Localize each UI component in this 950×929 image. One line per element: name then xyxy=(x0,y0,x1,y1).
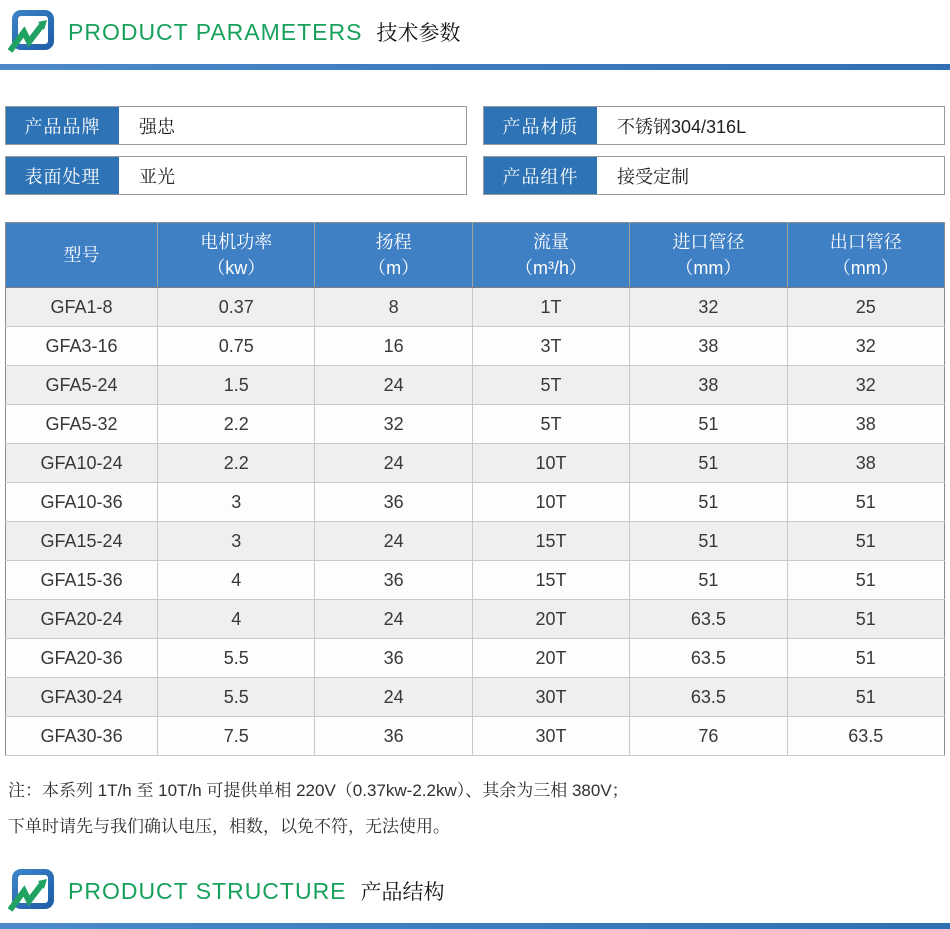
model-cell: GFA5-24 xyxy=(6,366,158,405)
value-cell: 3T xyxy=(472,327,629,366)
value-cell: 20T xyxy=(472,639,629,678)
table-row xyxy=(6,483,945,522)
spec-table-head xyxy=(6,223,945,288)
value-cell: 36 xyxy=(315,561,472,600)
value-cell: 7.5 xyxy=(158,717,315,756)
col-header-line1: 流量 xyxy=(533,232,570,252)
model-cell: GFA20-24 xyxy=(6,600,158,639)
value-cell: 51 xyxy=(787,639,944,678)
col-header-line2: （m³/h） xyxy=(515,258,588,278)
value-cell: 5T xyxy=(472,366,629,405)
col-header-power xyxy=(158,223,315,288)
value-cell: 10T xyxy=(472,444,629,483)
parameters-header-row xyxy=(0,0,950,64)
value-cell: 63.5 xyxy=(630,600,787,639)
col-header-head xyxy=(315,223,472,288)
value-cell: 51 xyxy=(630,405,787,444)
value-cell: 36 xyxy=(315,717,472,756)
info-value: 接受定制 xyxy=(617,166,689,187)
value-cell: 20T xyxy=(472,600,629,639)
value-cell: 24 xyxy=(315,444,472,483)
value-cell: 51 xyxy=(787,483,944,522)
col-header-line1: 型号 xyxy=(63,245,100,265)
col-header-line2: （kw） xyxy=(207,258,266,278)
value-cell: 51 xyxy=(630,522,787,561)
value-cell: 32 xyxy=(315,405,472,444)
value-cell: 51 xyxy=(787,522,944,561)
col-header-inlet xyxy=(630,223,787,288)
value-cell: 51 xyxy=(630,444,787,483)
value-cell: 36 xyxy=(315,483,472,522)
info-value: 强忠 xyxy=(139,116,175,137)
value-cell: 63.5 xyxy=(630,678,787,717)
note-line-1: 注：本系列 1T/h 至 10T/h 可提供单相 220V（0.37kw-2.2kw）、其余为三相 380V； xyxy=(8,781,629,800)
value-cell: 38 xyxy=(787,405,944,444)
value-cell: 4 xyxy=(158,600,315,639)
info-label: 产品组件 xyxy=(484,157,597,194)
value-cell: 5T xyxy=(472,405,629,444)
col-header-line2: （mm） xyxy=(832,258,899,278)
voltage-note xyxy=(8,773,950,845)
value-cell: 51 xyxy=(787,561,944,600)
value-cell: 32 xyxy=(787,327,944,366)
value-cell: 38 xyxy=(630,327,787,366)
col-header-line1: 扬程 xyxy=(375,232,412,252)
value-cell: 51 xyxy=(787,600,944,639)
spec-table-wrap xyxy=(5,222,945,756)
model-cell: GFA1-8 xyxy=(6,288,158,327)
value-cell: 32 xyxy=(630,288,787,327)
spec-table-body xyxy=(6,288,945,756)
value-cell: 63.5 xyxy=(630,639,787,678)
value-cell: 3 xyxy=(158,522,315,561)
model-cell: GFA5-32 xyxy=(6,405,158,444)
info-value: 不锈钢304/316L xyxy=(617,116,747,137)
info-label: 表面处理 xyxy=(6,157,119,194)
value-cell: 1.5 xyxy=(158,366,315,405)
table-row xyxy=(6,717,945,756)
table-row xyxy=(6,366,945,405)
value-cell: 1T xyxy=(472,288,629,327)
value-cell: 51 xyxy=(787,678,944,717)
value-cell: 2.2 xyxy=(158,405,315,444)
table-row xyxy=(6,327,945,366)
table-row xyxy=(6,639,945,678)
col-header-line2: （mm） xyxy=(675,258,742,278)
col-header-line1: 出口管径 xyxy=(829,232,902,252)
info-label: 产品品牌 xyxy=(6,107,119,144)
section-title-zh: 技术参数 xyxy=(376,22,461,45)
value-cell: 0.75 xyxy=(158,327,315,366)
info-label: 产品材质 xyxy=(484,107,597,144)
value-cell: 2.2 xyxy=(158,444,315,483)
value-cell: 15T xyxy=(472,561,629,600)
col-header-line1: 电机功率 xyxy=(200,232,273,252)
table-row xyxy=(6,444,945,483)
section-title-en: PRODUCT PARAMETERS xyxy=(68,18,363,45)
value-cell: 30T xyxy=(472,717,629,756)
structure-section-header xyxy=(0,859,950,929)
header-underline-bar xyxy=(0,64,950,70)
value-cell: 5.5 xyxy=(158,639,315,678)
value-cell: 0.37 xyxy=(158,288,315,327)
value-cell: 15T xyxy=(472,522,629,561)
structure-header-row xyxy=(0,859,950,923)
brand-logo-icon xyxy=(8,868,56,914)
model-cell: GFA20-36 xyxy=(6,639,158,678)
value-cell: 24 xyxy=(315,522,472,561)
value-cell: 25 xyxy=(787,288,944,327)
value-cell: 24 xyxy=(315,678,472,717)
col-header-model xyxy=(6,223,158,288)
section-title-en: PRODUCT STRUCTURE xyxy=(68,877,347,904)
header-row xyxy=(6,223,945,288)
info-box-components xyxy=(483,156,945,195)
value-cell: 51 xyxy=(630,561,787,600)
spec-table xyxy=(5,222,945,756)
section-title-zh: 产品结构 xyxy=(360,881,445,904)
value-cell: 38 xyxy=(630,366,787,405)
value-cell: 4 xyxy=(158,561,315,600)
value-cell: 10T xyxy=(472,483,629,522)
table-row xyxy=(6,522,945,561)
model-cell: GFA15-36 xyxy=(6,561,158,600)
info-box-brand xyxy=(5,106,467,145)
info-box-material xyxy=(483,106,945,145)
value-cell: 32 xyxy=(787,366,944,405)
table-row xyxy=(6,288,945,327)
value-cell: 24 xyxy=(315,600,472,639)
col-header-line2: （m） xyxy=(368,258,420,278)
value-cell: 16 xyxy=(315,327,472,366)
brand-logo-icon xyxy=(8,9,56,55)
model-cell: GFA15-24 xyxy=(6,522,158,561)
value-cell: 30T xyxy=(472,678,629,717)
col-header-line1: 进口管径 xyxy=(672,232,745,252)
col-header-flow xyxy=(472,223,629,288)
value-cell: 36 xyxy=(315,639,472,678)
value-cell: 63.5 xyxy=(787,717,944,756)
table-row xyxy=(6,405,945,444)
info-box-surface xyxy=(5,156,467,195)
value-cell: 51 xyxy=(630,483,787,522)
value-cell: 8 xyxy=(315,288,472,327)
value-cell: 24 xyxy=(315,366,472,405)
value-cell: 5.5 xyxy=(158,678,315,717)
parameters-section-header xyxy=(0,0,950,70)
value-cell: 38 xyxy=(787,444,944,483)
model-cell: GFA30-24 xyxy=(6,678,158,717)
table-row xyxy=(6,600,945,639)
model-cell: GFA10-24 xyxy=(6,444,158,483)
header-underline-bar xyxy=(0,923,950,929)
model-cell: GFA3-16 xyxy=(6,327,158,366)
table-row xyxy=(6,561,945,600)
value-cell: 3 xyxy=(158,483,315,522)
value-cell: 76 xyxy=(630,717,787,756)
info-value: 亚光 xyxy=(139,166,175,187)
col-header-outlet xyxy=(787,223,944,288)
model-cell: GFA30-36 xyxy=(6,717,158,756)
product-info-grid xyxy=(5,106,945,195)
table-row xyxy=(6,678,945,717)
model-cell: GFA10-36 xyxy=(6,483,158,522)
note-line-2: 下单时请先与我们确认电压，相数，以免不符，无法使用。 xyxy=(8,817,450,836)
